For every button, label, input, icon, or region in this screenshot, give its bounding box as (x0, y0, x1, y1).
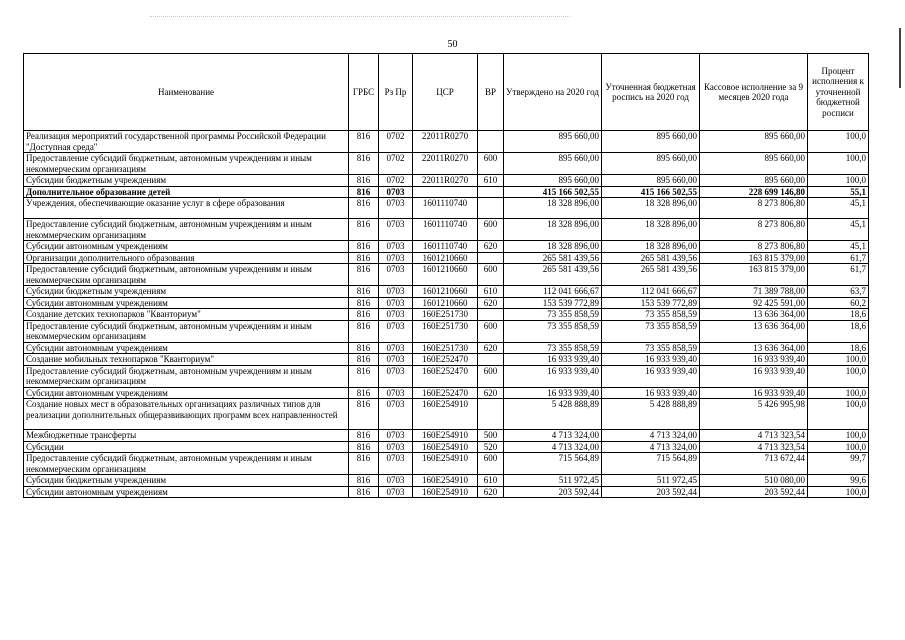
cell-refined: 16 933 939,40 (602, 387, 700, 399)
cell-grbs: 816 (349, 198, 379, 219)
table-row (24, 297, 869, 309)
cell-approved: 73 355 858,59 (504, 342, 602, 354)
cell-name: Предоставление субсидий бюджетным, автономным учреждениям и иным некоммерческим организациям (24, 264, 349, 286)
cell-name: Субсидии автономным учреждениям (24, 297, 349, 309)
cell-refined: 265 581 439,56 (602, 252, 700, 264)
table-row (24, 365, 869, 387)
cell-percent: 18,6 (808, 309, 869, 321)
cell-name: Создание мобильных технопарков "Кванториум" (24, 354, 349, 366)
cell-refined: 18 328 896,00 (602, 241, 700, 253)
cell-csr: 160E254910 (413, 475, 478, 487)
cell-percent: 100,0 (808, 399, 869, 430)
cell-name: Субсидии автономным учреждениям (24, 241, 349, 253)
cell-grbs: 816 (349, 475, 379, 487)
cell-rzpr: 0702 (379, 131, 413, 153)
table-row (24, 453, 869, 475)
cell-vr: 600 (478, 320, 504, 342)
cell-approved: 895 660,00 (504, 131, 602, 153)
cell-approved: 895 660,00 (504, 153, 602, 175)
cell-refined: 73 355 858,59 (602, 320, 700, 342)
cell-percent: 100,0 (808, 131, 869, 153)
cell-name: Субсидии бюджетным учреждениям (24, 286, 349, 298)
cell-grbs: 816 (349, 486, 379, 498)
cell-vr: 610 (478, 175, 504, 187)
cell-approved: 511 972,45 (504, 475, 602, 487)
cell-csr: 160E251730 (413, 342, 478, 354)
cell-vr: 600 (478, 153, 504, 175)
table-row (24, 175, 869, 187)
cell-grbs: 816 (349, 153, 379, 175)
table-row (24, 309, 869, 321)
cell-vr: 610 (478, 475, 504, 487)
cell-rzpr: 0703 (379, 475, 413, 487)
cell-approved: 73 355 858,59 (504, 320, 602, 342)
cell-vr (478, 131, 504, 153)
cell-grbs: 816 (349, 354, 379, 366)
cell-approved: 18 328 896,00 (504, 198, 602, 219)
page-number: 50 (447, 39, 458, 50)
cell-refined: 73 355 858,59 (602, 309, 700, 321)
cell-rzpr: 0703 (379, 252, 413, 264)
cell-vr (478, 198, 504, 219)
cell-csr: 160E254910 (413, 486, 478, 498)
cell-csr: 22011R0270 (413, 131, 478, 153)
col-header-grbs: ГРБС (349, 54, 379, 131)
cell-cash: 71 389 788,00 (700, 286, 808, 298)
cell-vr: 610 (478, 286, 504, 298)
cell-grbs: 816 (349, 430, 379, 442)
table-row (24, 342, 869, 354)
cell-csr: 160E254910 (413, 430, 478, 442)
table-row (24, 219, 869, 241)
cell-csr (413, 186, 478, 198)
cell-refined: 5 428 888,89 (602, 399, 700, 430)
cell-percent: 100,0 (808, 430, 869, 442)
cell-cash: 13 636 364,00 (700, 320, 808, 342)
col-header-name: Наименование (24, 54, 349, 131)
cell-grbs: 816 (349, 286, 379, 298)
cell-cash: 4 713 323,54 (700, 430, 808, 442)
cell-rzpr: 0703 (379, 309, 413, 321)
cell-vr: 600 (478, 219, 504, 241)
cell-name: Дополнительное образование детей (24, 186, 349, 198)
cell-percent: 100,0 (808, 387, 869, 399)
cell-csr: 22011R0270 (413, 153, 478, 175)
cell-name: Предоставление субсидий бюджетным, автономным учреждениям и иным некоммерческим организациям (24, 153, 349, 175)
table-row (24, 354, 869, 366)
cell-name: Учреждения, обеспечивающие оказание услуг в сфере образования (24, 198, 349, 219)
cell-cash: 4 713 323,54 (700, 441, 808, 453)
cell-csr: 1601110740 (413, 219, 478, 241)
cell-percent: 99,6 (808, 475, 869, 487)
cell-name: Предоставление субсидий бюджетным, автономным учреждениям и иным некоммерческим организациям (24, 453, 349, 475)
cell-refined: 265 581 439,56 (602, 264, 700, 286)
cell-grbs: 816 (349, 241, 379, 253)
cell-vr (478, 399, 504, 430)
cell-cash: 228 699 146,80 (700, 186, 808, 198)
cell-percent: 100,0 (808, 441, 869, 453)
cell-grbs: 816 (349, 320, 379, 342)
cell-csr: 160E254910 (413, 441, 478, 453)
cell-refined: 18 328 896,00 (602, 219, 700, 241)
cell-refined: 4 713 324,00 (602, 430, 700, 442)
cell-vr: 600 (478, 365, 504, 387)
cell-cash: 8 273 806,80 (700, 219, 808, 241)
cell-rzpr: 0703 (379, 241, 413, 253)
table-row (24, 198, 869, 219)
cell-rzpr: 0703 (379, 486, 413, 498)
cell-name: Предоставление субсидий бюджетным, автономным учреждениям и иным некоммерческим организациям (24, 219, 349, 241)
table-row (24, 153, 869, 175)
cell-rzpr: 0703 (379, 297, 413, 309)
cell-cash: 13 636 364,00 (700, 342, 808, 354)
cell-percent: 45,1 (808, 198, 869, 219)
cell-cash: 5 426 995,98 (700, 399, 808, 430)
cell-cash: 895 660,00 (700, 131, 808, 153)
cell-percent: 100,0 (808, 175, 869, 187)
cell-approved: 73 355 858,59 (504, 309, 602, 321)
table-row (24, 320, 869, 342)
table-header-row (24, 54, 869, 131)
cell-approved: 18 328 896,00 (504, 219, 602, 241)
cell-approved: 5 428 888,89 (504, 399, 602, 430)
table-row (24, 186, 869, 198)
cell-rzpr: 0703 (379, 453, 413, 475)
cell-refined: 112 041 666,67 (602, 286, 700, 298)
cell-vr: 620 (478, 241, 504, 253)
table-row (24, 286, 869, 298)
cell-grbs: 816 (349, 297, 379, 309)
cell-name: Создание детских технопарков "Кванториум" (24, 309, 349, 321)
cell-csr: 22011R0270 (413, 175, 478, 187)
cell-cash: 895 660,00 (700, 153, 808, 175)
cell-rzpr: 0702 (379, 175, 413, 187)
cell-grbs: 816 (349, 453, 379, 475)
col-header-percent: Процент исполнения к уточненной бюджетной росписи (808, 54, 869, 131)
cell-rzpr: 0703 (379, 186, 413, 198)
cell-approved: 4 713 324,00 (504, 430, 602, 442)
cell-approved: 16 933 939,40 (504, 365, 602, 387)
cell-approved: 112 041 666,67 (504, 286, 602, 298)
col-header-rzpr: Рз Пр (379, 54, 413, 131)
cell-cash: 163 815 379,00 (700, 264, 808, 286)
cell-rzpr: 0703 (379, 286, 413, 298)
cell-refined: 715 564,89 (602, 453, 700, 475)
cell-percent: 63,7 (808, 286, 869, 298)
cell-approved: 16 933 939,40 (504, 387, 602, 399)
cell-grbs: 816 (349, 387, 379, 399)
cell-name: Организации дополнительного образования (24, 252, 349, 264)
cell-approved: 16 933 939,40 (504, 354, 602, 366)
cell-refined: 511 972,45 (602, 475, 700, 487)
cell-grbs: 816 (349, 264, 379, 286)
cell-csr: 160E254910 (413, 399, 478, 430)
cell-approved: 415 166 502,55 (504, 186, 602, 198)
table-row (24, 441, 869, 453)
cell-vr: 620 (478, 387, 504, 399)
cell-cash: 163 815 379,00 (700, 252, 808, 264)
col-header-refined: Уточненная бюджетная роспись на 2020 год (602, 54, 700, 131)
cell-percent: 60,2 (808, 297, 869, 309)
table-row (24, 264, 869, 286)
cell-approved: 265 581 439,56 (504, 252, 602, 264)
cell-rzpr: 0703 (379, 264, 413, 286)
cell-name: Субсидии автономным учреждениям (24, 342, 349, 354)
table-row (24, 486, 869, 498)
cell-refined: 4 713 324,00 (602, 441, 700, 453)
cell-name: Межбюджетные трансферты (24, 430, 349, 442)
cell-refined: 895 660,00 (602, 175, 700, 187)
cell-refined: 203 592,44 (602, 486, 700, 498)
cell-csr: 1601110740 (413, 241, 478, 253)
cell-grbs: 816 (349, 441, 379, 453)
cell-refined: 16 933 939,40 (602, 365, 700, 387)
cell-cash: 16 933 939,40 (700, 387, 808, 399)
cell-refined: 895 660,00 (602, 153, 700, 175)
cell-name: Субсидии автономным учреждениям (24, 387, 349, 399)
cell-rzpr: 0703 (379, 354, 413, 366)
cell-rzpr: 0703 (379, 399, 413, 430)
table-row (24, 131, 869, 153)
cell-vr: 600 (478, 453, 504, 475)
cell-vr: 600 (478, 264, 504, 286)
cell-csr: 160E252470 (413, 354, 478, 366)
table-row (24, 252, 869, 264)
cell-cash: 13 636 364,00 (700, 309, 808, 321)
cell-grbs: 816 (349, 186, 379, 198)
cell-name: Создание новых мест в образовательных организациях различных типов для реализации дополнительных общеразвивающих программ всех направленностей (24, 399, 349, 430)
cell-refined: 73 355 858,59 (602, 342, 700, 354)
cell-grbs: 816 (349, 219, 379, 241)
col-header-approved: Утверждено на 2020 год (504, 54, 602, 131)
cell-rzpr: 0703 (379, 320, 413, 342)
cell-percent: 100,0 (808, 354, 869, 366)
cell-csr: 160E252470 (413, 365, 478, 387)
cell-percent: 18,6 (808, 320, 869, 342)
cell-cash: 8 273 806,80 (700, 198, 808, 219)
cell-rzpr: 0703 (379, 198, 413, 219)
cell-percent: 61,7 (808, 264, 869, 286)
cell-rzpr: 0703 (379, 219, 413, 241)
table-row (24, 430, 869, 442)
cell-csr: 160E254910 (413, 453, 478, 475)
cell-grbs: 816 (349, 252, 379, 264)
cell-grbs: 816 (349, 175, 379, 187)
table-row (24, 399, 869, 430)
cell-vr (478, 186, 504, 198)
cell-grbs: 816 (349, 342, 379, 354)
cell-cash: 895 660,00 (700, 175, 808, 187)
cell-csr: 1601210660 (413, 297, 478, 309)
cell-percent: 45,1 (808, 241, 869, 253)
cell-rzpr: 0703 (379, 365, 413, 387)
scan-artifact-line (150, 16, 570, 18)
cell-csr: 160E251730 (413, 320, 478, 342)
cell-percent: 18,6 (808, 342, 869, 354)
cell-name: Субсидии бюджетным учреждениям (24, 475, 349, 487)
cell-percent: 45,1 (808, 219, 869, 241)
cell-percent: 100,0 (808, 153, 869, 175)
cell-csr: 1601210660 (413, 286, 478, 298)
cell-cash: 203 592,44 (700, 486, 808, 498)
cell-grbs: 816 (349, 131, 379, 153)
cell-percent: 99,7 (808, 453, 869, 475)
cell-approved: 18 328 896,00 (504, 241, 602, 253)
cell-vr (478, 252, 504, 264)
budget-table (23, 53, 869, 498)
table-row (24, 241, 869, 253)
cell-name: Предоставление субсидий бюджетным, автономным учреждениям и иным некоммерческим организациям (24, 365, 349, 387)
cell-refined: 18 328 896,00 (602, 198, 700, 219)
cell-csr: 1601210660 (413, 252, 478, 264)
cell-grbs: 816 (349, 365, 379, 387)
table-row (24, 387, 869, 399)
cell-rzpr: 0703 (379, 342, 413, 354)
cell-name: Субсидии автономным учреждениям (24, 486, 349, 498)
cell-csr: 160E252470 (413, 387, 478, 399)
cell-approved: 203 592,44 (504, 486, 602, 498)
cell-refined: 16 933 939,40 (602, 354, 700, 366)
cell-vr: 500 (478, 430, 504, 442)
col-header-vr: ВР (478, 54, 504, 131)
cell-grbs: 816 (349, 399, 379, 430)
cell-cash: 16 933 939,40 (700, 354, 808, 366)
cell-rzpr: 0703 (379, 430, 413, 442)
cell-refined: 153 539 772,89 (602, 297, 700, 309)
col-header-csr: ЦСР (413, 54, 478, 131)
cell-rzpr: 0703 (379, 441, 413, 453)
cell-cash: 510 080,00 (700, 475, 808, 487)
cell-name: Субсидии бюджетным учреждениям (24, 175, 349, 187)
cell-approved: 153 539 772,89 (504, 297, 602, 309)
cell-grbs: 816 (349, 309, 379, 321)
cell-percent: 100,0 (808, 486, 869, 498)
cell-csr: 160E251730 (413, 309, 478, 321)
cell-rzpr: 0702 (379, 153, 413, 175)
cell-name: Реализация мероприятий государственной программы Российской Федерации "Доступная среда" (24, 131, 349, 153)
cell-name: Субсидии (24, 441, 349, 453)
cell-cash: 8 273 806,80 (700, 241, 808, 253)
cell-vr: 520 (478, 441, 504, 453)
cell-approved: 4 713 324,00 (504, 441, 602, 453)
cell-vr: 620 (478, 297, 504, 309)
cell-name: Предоставление субсидий бюджетным, автономным учреждениям и иным некоммерческим организациям (24, 320, 349, 342)
cell-vr: 620 (478, 342, 504, 354)
cell-csr: 1601210660 (413, 264, 478, 286)
cell-approved: 715 564,89 (504, 453, 602, 475)
cell-csr: 1601110740 (413, 198, 478, 219)
cell-refined: 895 660,00 (602, 131, 700, 153)
cell-percent: 61,7 (808, 252, 869, 264)
table-row (24, 475, 869, 487)
col-header-cash: Кассовое исполнение за 9 месяцев 2020 года (700, 54, 808, 131)
cell-rzpr: 0703 (379, 387, 413, 399)
scan-edge-mark (899, 28, 901, 88)
cell-percent: 100,0 (808, 365, 869, 387)
cell-refined: 415 166 502,55 (602, 186, 700, 198)
cell-vr (478, 354, 504, 366)
cell-vr: 620 (478, 486, 504, 498)
cell-cash: 16 933 939,40 (700, 365, 808, 387)
cell-vr (478, 309, 504, 321)
cell-cash: 713 672,44 (700, 453, 808, 475)
cell-percent: 55,1 (808, 186, 869, 198)
cell-cash: 92 425 591,00 (700, 297, 808, 309)
cell-approved: 265 581 439,56 (504, 264, 602, 286)
cell-approved: 895 660,00 (504, 175, 602, 187)
